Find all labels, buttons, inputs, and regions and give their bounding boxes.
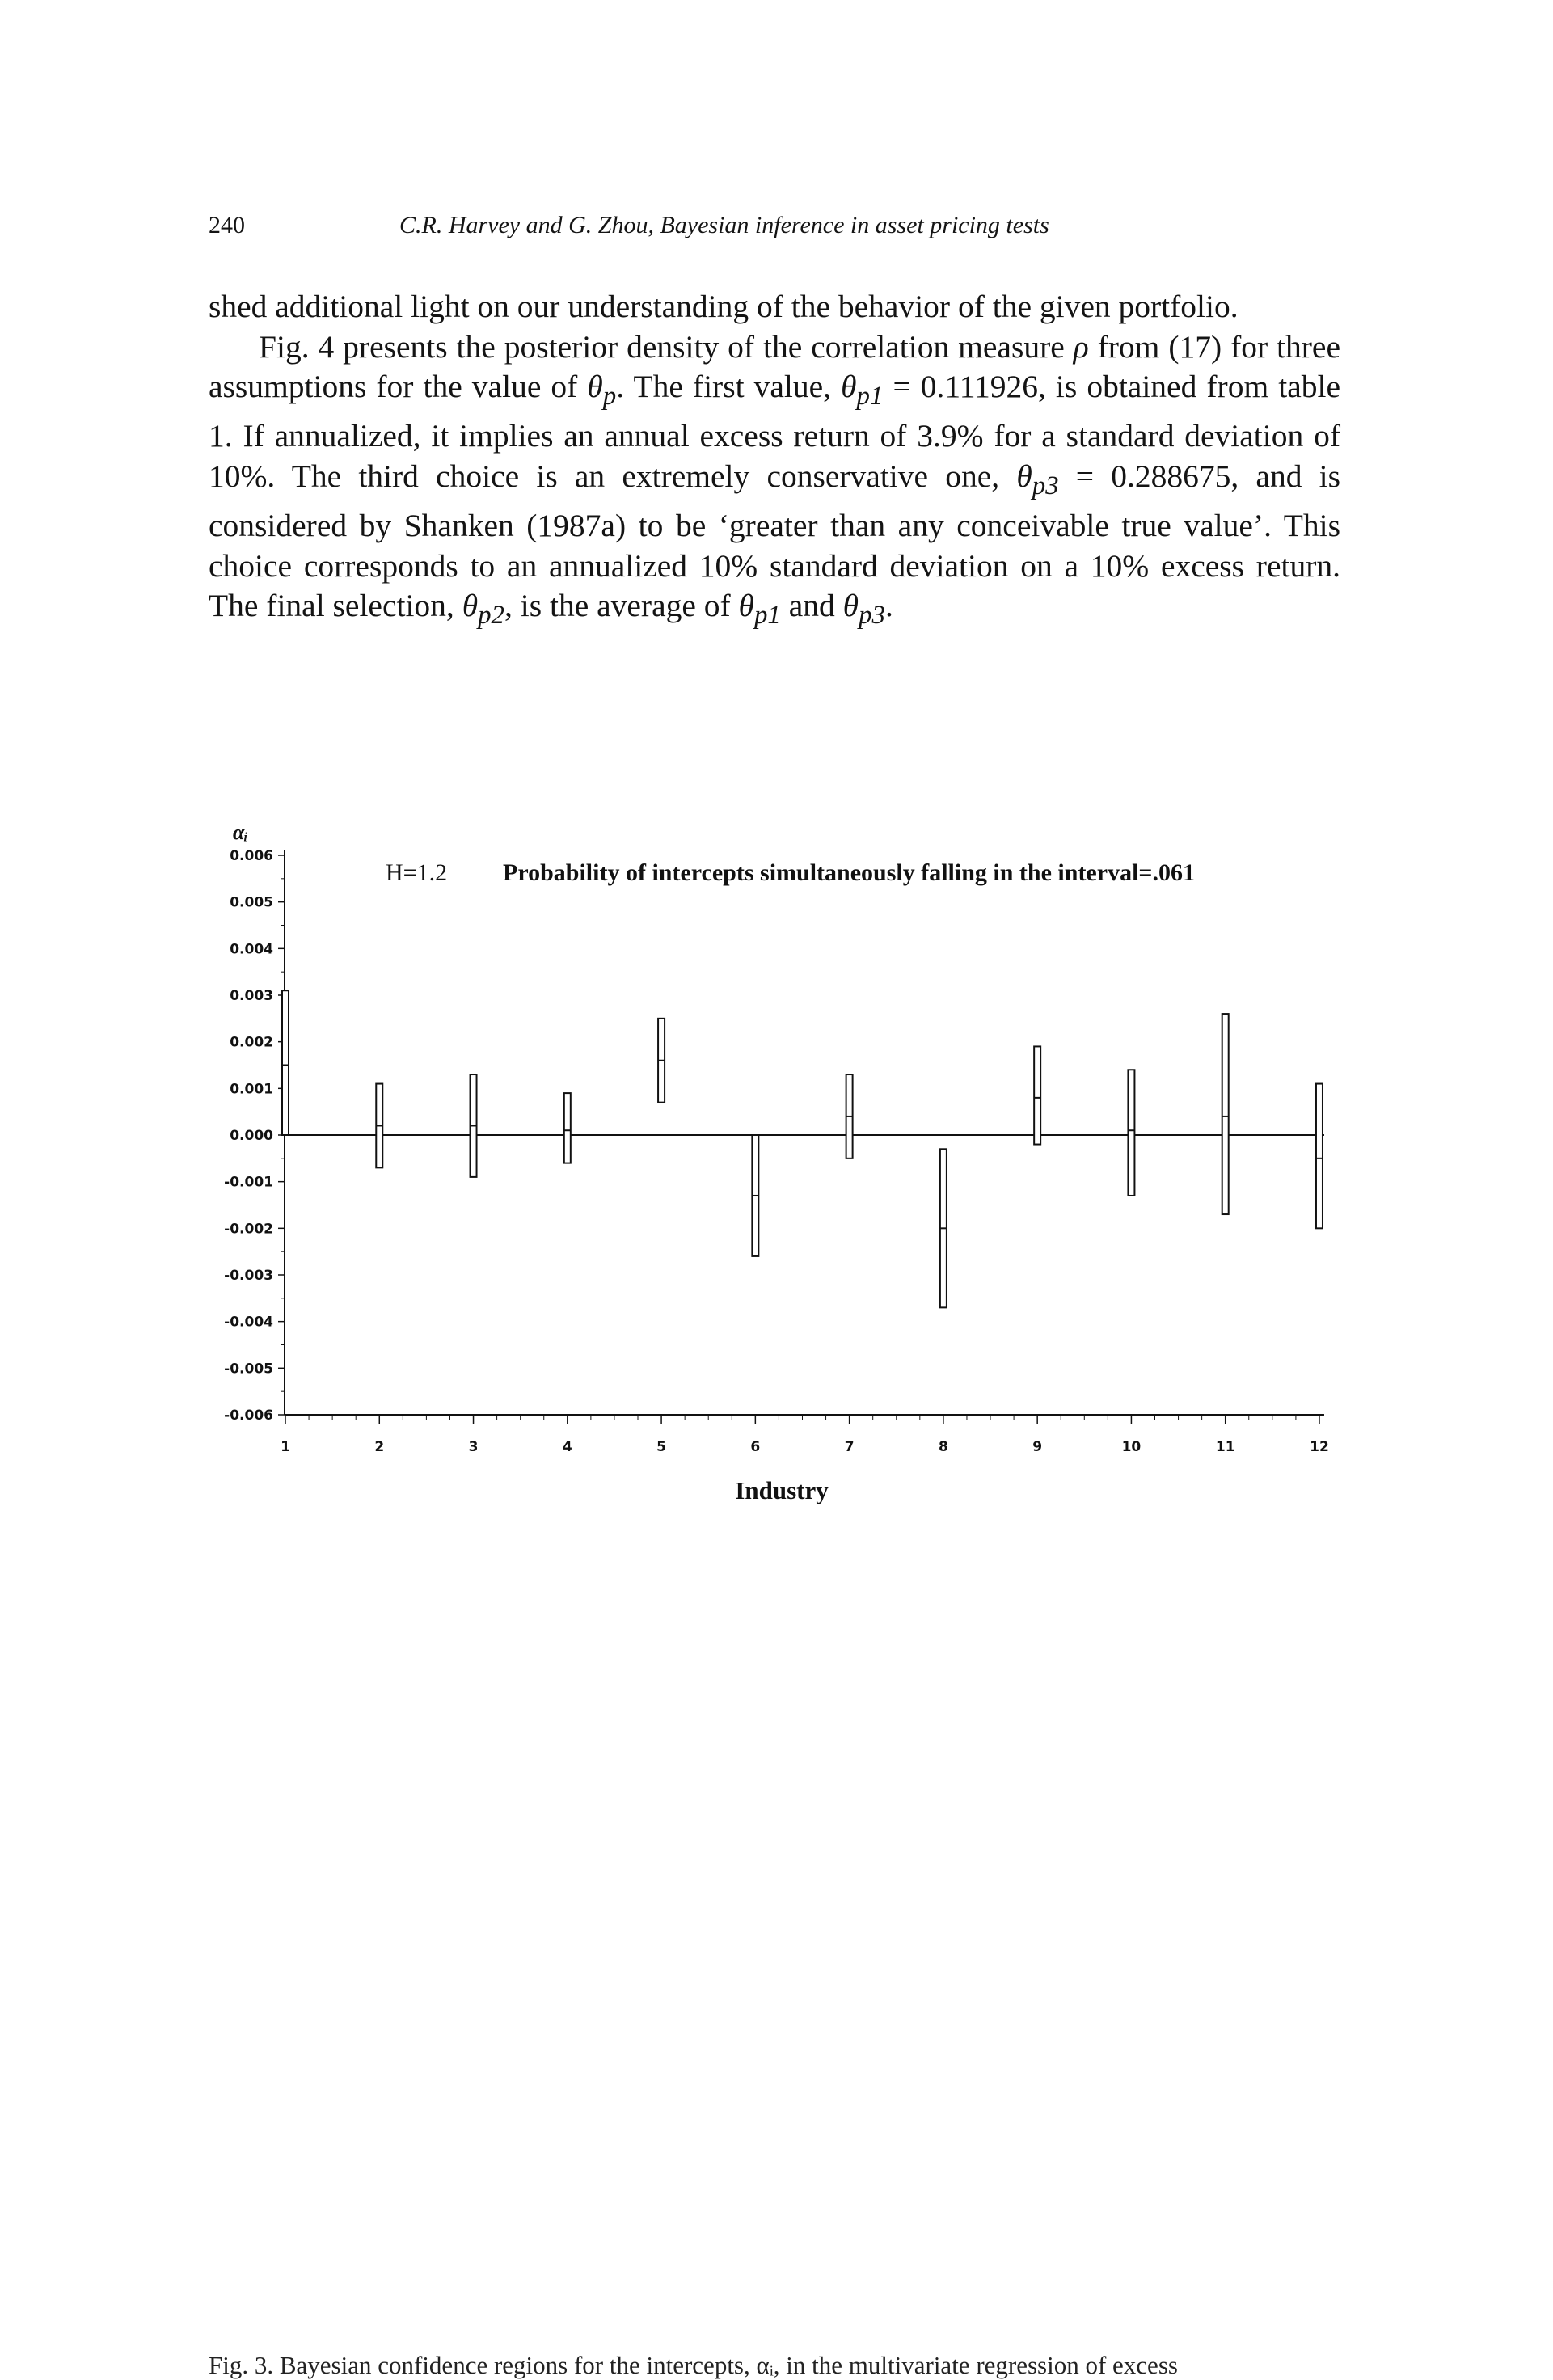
interval-bar-industry-10 <box>1128 1070 1134 1196</box>
interval-bar-industry-4 <box>564 1093 571 1163</box>
y-tick-label: 0.001 <box>230 1081 273 1098</box>
y-tick-label: -0.006 <box>224 1407 273 1424</box>
theta-symbol: θ <box>462 588 479 624</box>
chart-ticks <box>224 848 1329 1455</box>
x-tick-label: 3 <box>468 1439 479 1455</box>
text-run: and <box>780 588 843 624</box>
y-tick-label: -0.002 <box>224 1221 273 1238</box>
x-tick-label: 9 <box>1032 1439 1043 1455</box>
y-tick-label: 0.006 <box>230 848 273 864</box>
figure-3 <box>0 800 1553 2379</box>
theta-symbol: θ <box>841 369 857 404</box>
text-run: = 0.111926, is obtained from table 1. If annualized, it implies an annual excess return of 3.9% for a standard deviation of 10%. The third choice is an extremely conservative one, <box>209 369 1341 494</box>
y-tick-label: 0.004 <box>230 941 273 958</box>
annotation-probability: Probability of intercepts simultaneously falling in the interval=.061 <box>503 859 1195 886</box>
rho-symbol: ρ <box>1073 328 1089 365</box>
x-tick-label: 10 <box>1121 1439 1142 1455</box>
x-tick-label: 8 <box>938 1439 948 1455</box>
x-tick-label: 11 <box>1215 1439 1235 1455</box>
x-tick-label: 12 <box>1310 1439 1329 1455</box>
x-tick-label: 7 <box>844 1439 855 1455</box>
text-run: , is the average of <box>504 588 739 624</box>
interval-bar-industry-1 <box>282 990 289 1135</box>
interval-bar-industry-9 <box>1034 1046 1040 1144</box>
subscript: p3 <box>859 601 885 631</box>
y-axis-label: αᵢ <box>233 821 248 844</box>
subscript: p3 <box>1032 471 1059 500</box>
x-tick-label: 5 <box>656 1439 667 1455</box>
x-tick-label: 1 <box>281 1439 290 1455</box>
theta-symbol: θ <box>587 369 603 404</box>
text-run: from (17) for three assumptions for the value of <box>209 328 1340 404</box>
y-tick-label: 0.000 <box>230 1128 273 1144</box>
x-tick-label: 2 <box>374 1439 385 1455</box>
paragraph-1: shed additional light on our understanding of the behavior of the given portfolio. <box>209 289 1239 324</box>
x-tick-label: 4 <box>562 1439 572 1455</box>
text-run: . <box>884 588 893 624</box>
chart-intervals <box>282 990 1323 1307</box>
running-title: C.R. Harvey and G. Zhou, Bayesian inference in asset pricing tests <box>399 212 1049 238</box>
running-head <box>209 212 1340 244</box>
text-run: = 0.288675, and is considered by Shanken (1987a) to be ‘greater than any conceivable true value’. This choice corresponds to an annualized 10% standard deviation on a 10% excess return. The final selection, <box>209 458 1340 624</box>
page-number: 240 <box>209 212 245 238</box>
subscript: p1 <box>856 381 884 411</box>
figure-caption: Fig. 3. Bayesian confidence regions for the intercepts, αᵢ, in the multivariate regression of excess <box>209 2351 1178 2379</box>
interval-bar-industry-11 <box>1222 1014 1229 1214</box>
annotation-h: H=1.2 <box>386 859 448 886</box>
interval-bar-industry-12 <box>1316 1084 1323 1229</box>
text-run: Fig. 4 presents the posterior density of the correlation measure <box>259 328 1074 365</box>
theta-symbol: θ <box>842 588 859 624</box>
interval-chart <box>0 800 1553 1569</box>
subscript: p1 <box>753 601 781 631</box>
theta-symbol: θ <box>738 588 754 624</box>
x-tick-label: 6 <box>750 1439 761 1455</box>
y-tick-label: 0.002 <box>230 1034 273 1051</box>
subscript: p <box>602 381 617 411</box>
y-tick-label: -0.005 <box>224 1361 273 1378</box>
body-text <box>209 287 1340 636</box>
y-tick-label: -0.001 <box>224 1174 273 1191</box>
chart-axes <box>285 850 1324 1415</box>
theta-symbol: θ <box>1016 458 1032 494</box>
subscript: p2 <box>478 601 504 631</box>
y-tick-label: -0.003 <box>224 1268 273 1284</box>
paragraph-2 <box>209 327 1340 636</box>
y-tick-label: 0.005 <box>230 894 273 911</box>
y-tick-label: 0.003 <box>230 988 273 1004</box>
text-run: . The first value, <box>616 369 842 404</box>
x-axis-label: Industry <box>735 1476 829 1504</box>
y-tick-label: -0.004 <box>224 1314 273 1331</box>
